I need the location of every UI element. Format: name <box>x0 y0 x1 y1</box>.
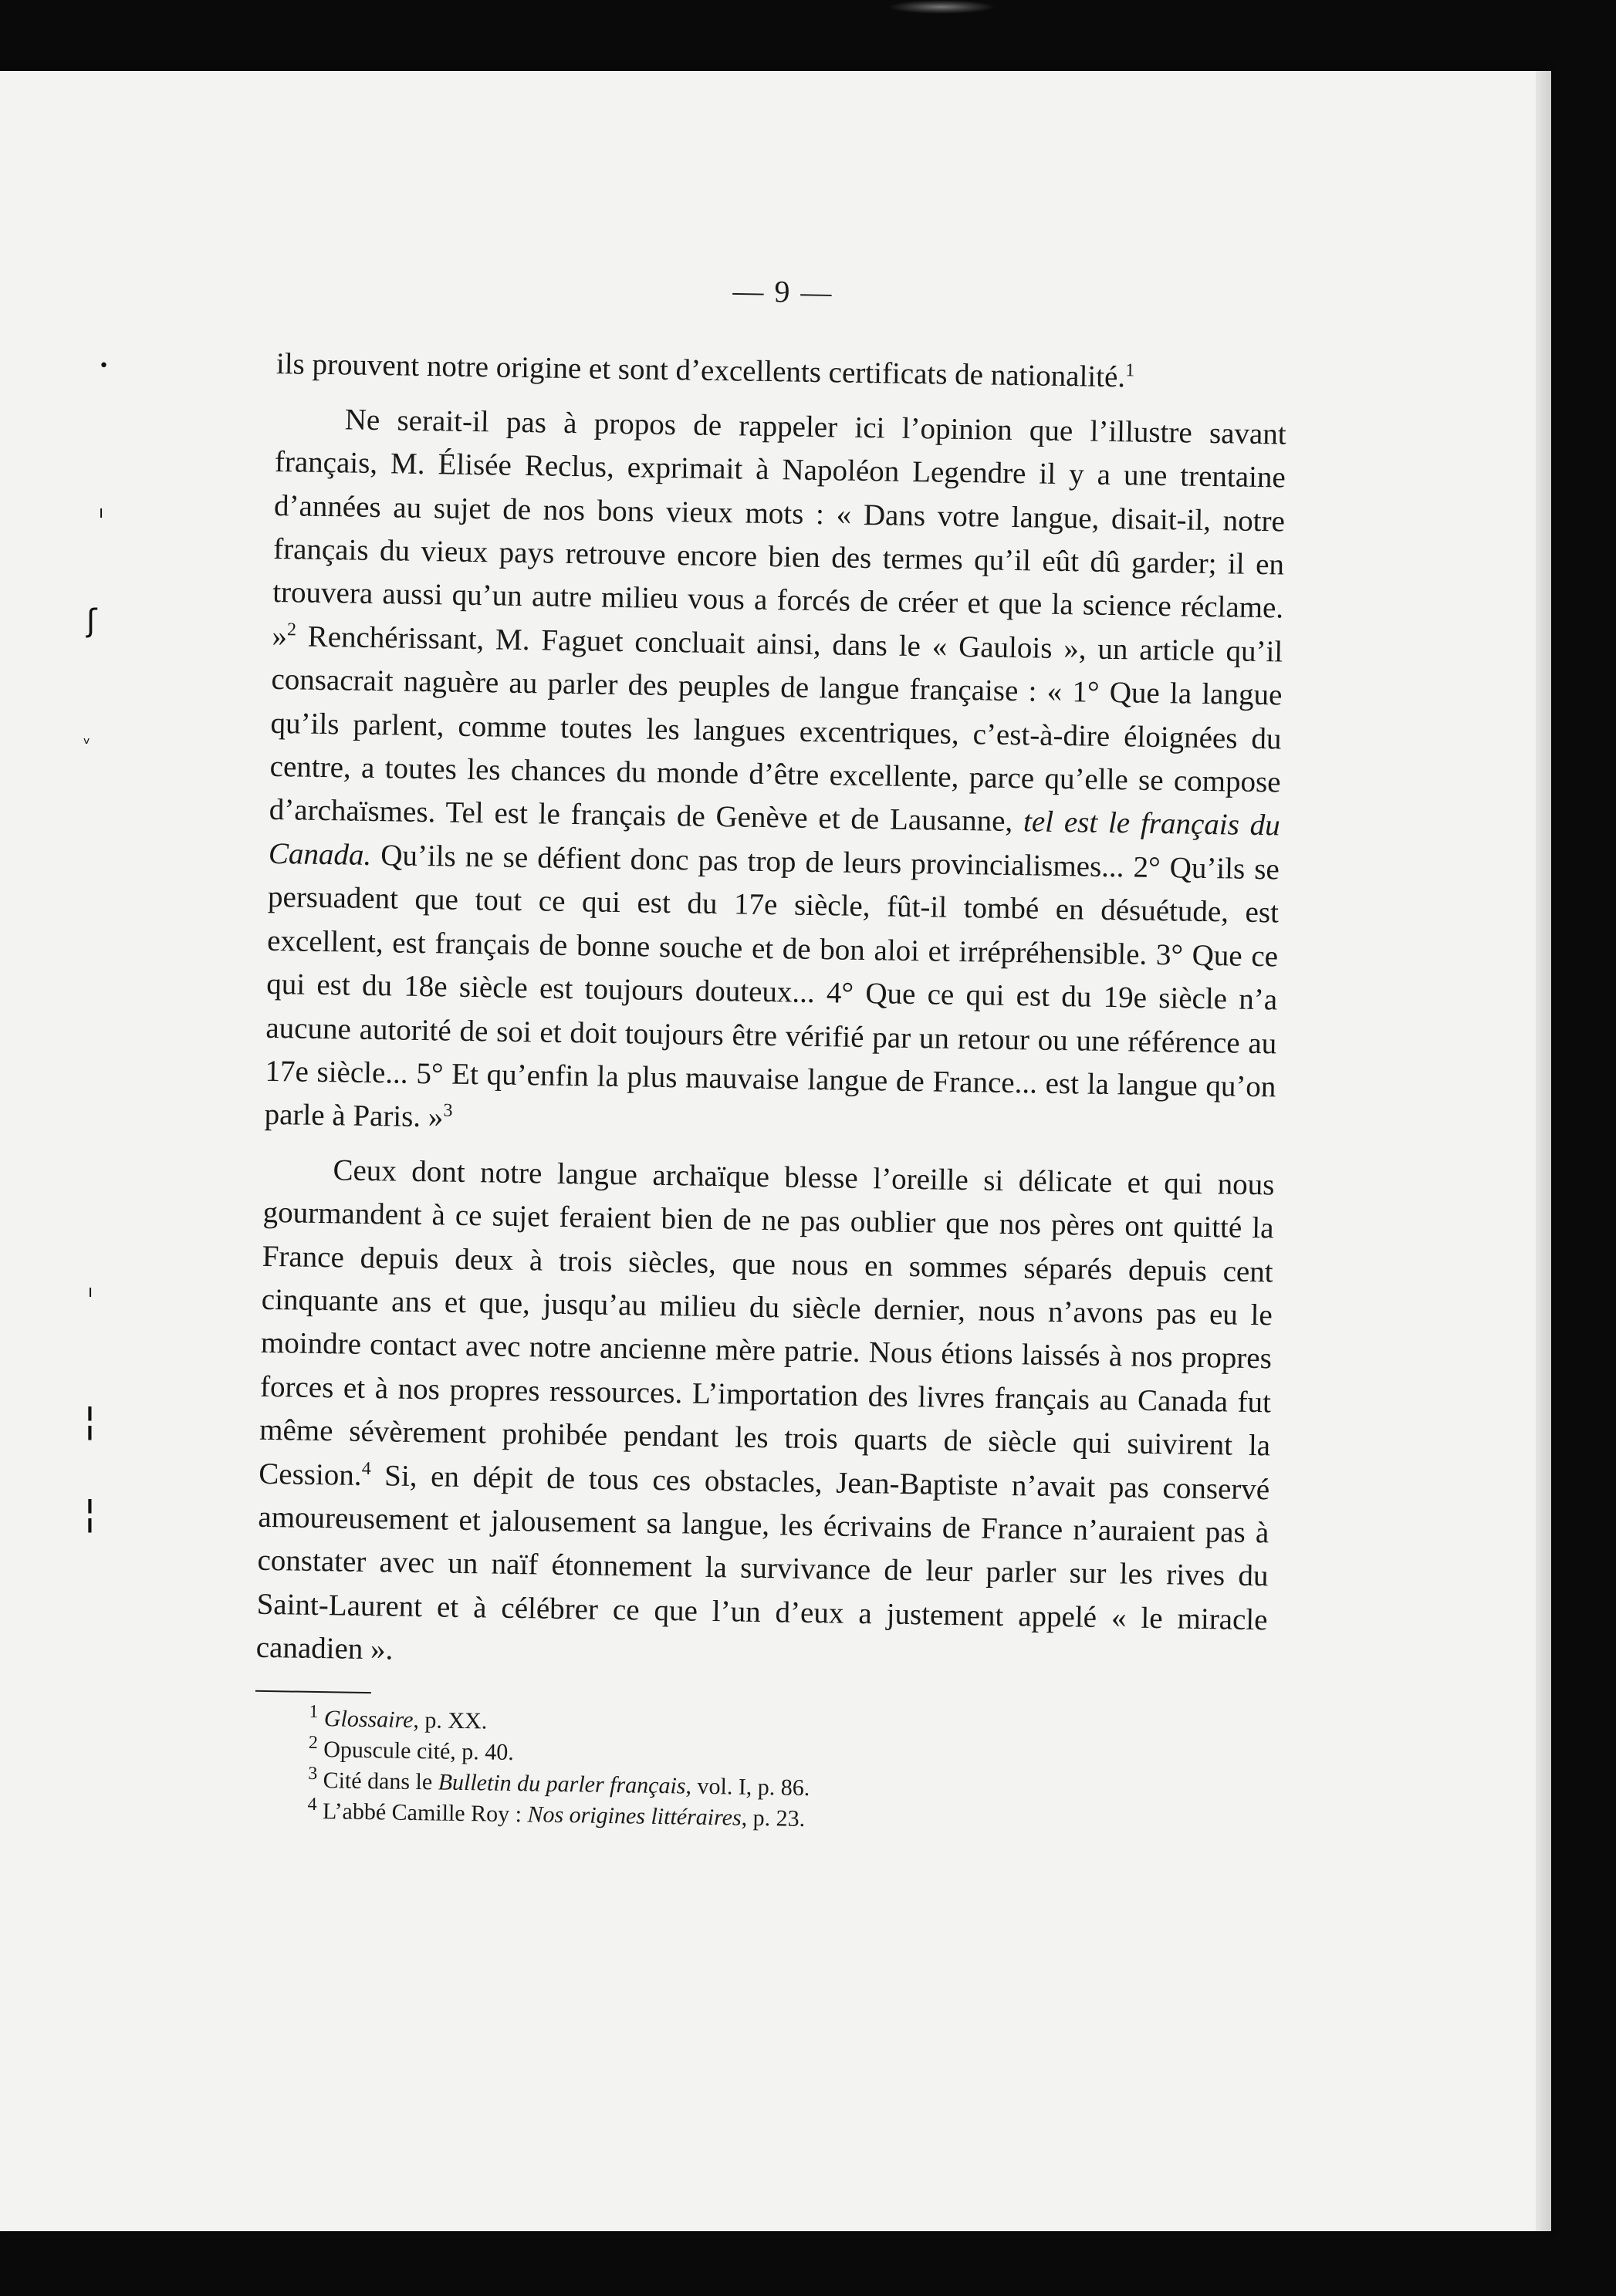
margin-mark: ¦ <box>83 1491 96 1535</box>
text-run: Renchérissant, M. Faguet concluait ainsi, dans le « Gaulois », un article qu’il consacrait naguère au parler des peuples de langue française : « 1° Que la langue qu’ils parlent, comme toutes les langues excentriques, c’est-à-dire éloignées du centre, a toutes les chances du monde d’être excellente, parce qu’elle se compose d’archaïsmes. Tel est le français de Genève et de Lausanne, <box>269 620 1283 839</box>
text-run: Cité dans le <box>323 1767 438 1795</box>
text-run: Si, en dépit de tous ces obstacles, Jean-Baptiste n’avait pas conservé amoureusement et jalousement sa langue, les écrivains de France n’auraient pas à constater avec un naïf étonnement la survivance de leur parler sur les rives du Saint-Laurent et à célébrer ce que l’un d’eux a justement appelé « le miracle canadien ». <box>255 1458 1270 1666</box>
margin-mark: ı <box>99 503 104 522</box>
italic-text: tel est le français du Canada. <box>268 805 1281 872</box>
margin-mark: ¦ <box>83 1398 96 1443</box>
footnote-number: 1 <box>309 1701 319 1722</box>
italic-text: Bulletin du parler français <box>438 1769 686 1799</box>
text-block <box>253 262 1289 1842</box>
text-run: ils prouvent notre origine et sont d’excellents certificats de nationalité. <box>276 347 1126 394</box>
italic-text: Glossaire <box>323 1705 414 1733</box>
paragraph <box>276 343 1287 402</box>
page-number: — 9 — <box>732 273 833 310</box>
text-run: Opuscule cité, p. 40. <box>323 1736 515 1765</box>
paragraph <box>255 1148 1274 1686</box>
text-run: Qu’ils ne se défient donc pas trop de leurs provincialismes... 2° Qu’ils se persuadent que tout ce qui est du 17e siècle, fût-il tombé en désuétude, est excellent, est français de bonne souche et de bon aloi et irrépréhensible. 3° Que ce qui est du 18e siècle est toujours douteux... 4° Que ce qui est du 19e siècle n’a aucune autorité de soi et doit toujours être vérifié par un retour ou une référence au 17e siècle... 5° Et qu’enfin la plus mauvaise langue de France... est la langue qu’on parle à Paris. » <box>264 838 1280 1134</box>
scan-artifact <box>887 0 996 14</box>
text-run: , p. XX. <box>413 1707 488 1734</box>
footnote-marker: 1 <box>1125 360 1135 381</box>
footnote-marker: 4 <box>361 1458 371 1479</box>
book-page <box>0 71 1551 2231</box>
footnote-number: 2 <box>308 1732 319 1753</box>
margin-mark: ı <box>88 1282 93 1302</box>
footnote-marker: 3 <box>443 1100 453 1122</box>
text-run: Ne serait-il pas à propos de rappeler ici l’opinion que l’illustre savant français, M. Élisée Reclus, exprimait à Napoléon Legendre il y a une trentaine d’années au sujet de nos bons vieux mots : « Dans votre langue, disait-il, notre français du vieux pays retrouve encore bien des termes qu’il eût dû garder; il en trouvera aussi qu’un autre milieu vous a forcés de créer et que la science réclame. » <box>272 403 1286 653</box>
margin-mark: • <box>99 356 109 376</box>
footnote-number: 3 <box>308 1763 318 1784</box>
margin-mark: ᵛ <box>83 734 91 754</box>
footnote-rule <box>255 1690 371 1693</box>
text-run: , p. 23. <box>741 1805 806 1832</box>
margin-mark: ʃ <box>86 603 97 639</box>
footnotes <box>253 1702 1266 1842</box>
page-edge <box>1536 71 1551 2231</box>
text-run: L’abbé Camille Roy : <box>322 1798 528 1827</box>
italic-text: Nos origines littéraires <box>527 1801 742 1831</box>
footnote-number: 4 <box>307 1794 317 1815</box>
text-run: Ceux dont notre langue archaïque blesse l’oreille si délicate et qui nous gourmandent à ce sujet feraient bien de ne pas oublier que nos pères ont quitté la France depuis deux à trois siècles, que nous en sommes séparés depuis cent cinquante ans et que, jusqu’au milieu du siècle dernier, nous n’avons pas eu le moindre contact avec notre ancienne mère patrie. Nous étions laissés à nos propres forces et à nos propres ressources. L’importation des livres français au Canada fut même sévèrement prohibée pendant les trois quarts de siècle qui suivirent la Cession. <box>259 1153 1275 1492</box>
footnote-marker: 2 <box>286 620 297 640</box>
body-text <box>255 343 1287 1686</box>
text-run: , vol. I, p. 86. <box>685 1773 810 1801</box>
paragraph <box>264 397 1286 1153</box>
